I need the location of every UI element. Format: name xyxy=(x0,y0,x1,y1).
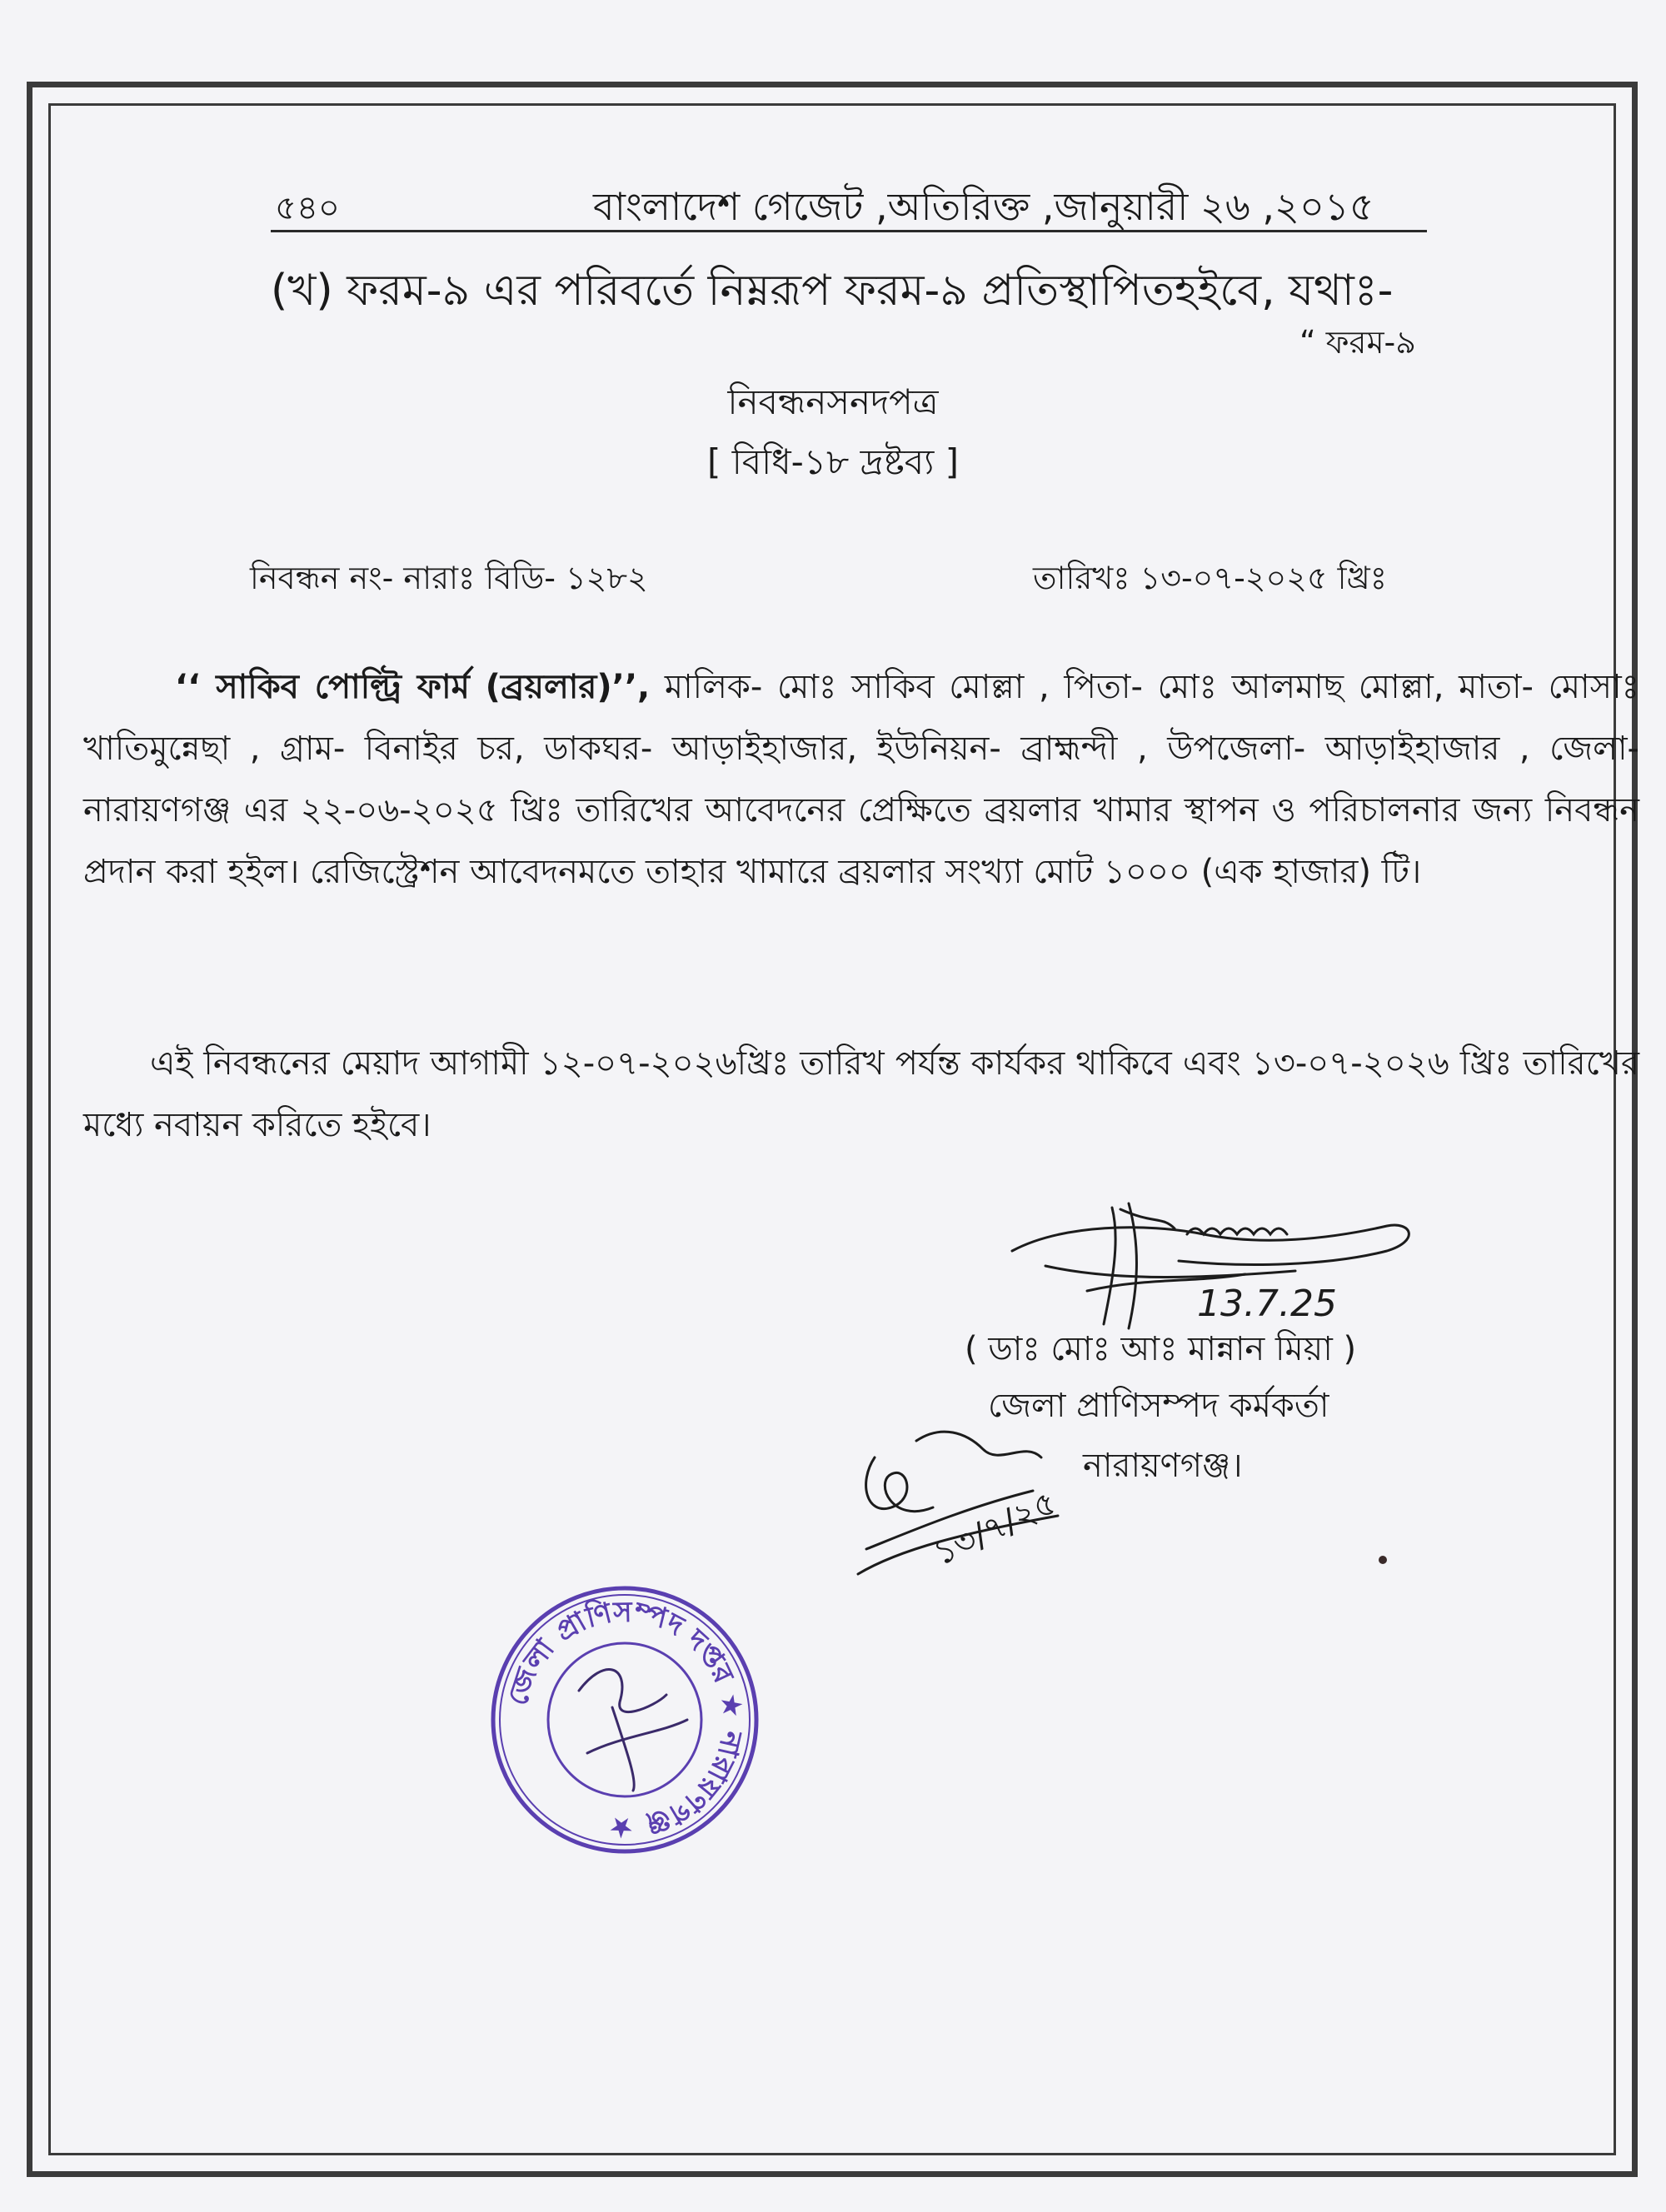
signer-title: জেলা প্রাণিসম্পদ কর্মকর্তা xyxy=(988,1387,1329,1425)
registration-number: নিবন্ধন নং- নারাঃ বিডি- ১২৮২ xyxy=(250,560,648,596)
certificate-title: নিবন্ধনসনদপত্র xyxy=(727,381,939,422)
ink-dot xyxy=(1379,1556,1387,1564)
paragraph-validity xyxy=(83,1033,1639,1156)
gazette-page-number: ৫৪০ xyxy=(275,189,340,227)
signer-place: নারায়ণগঞ্জ। xyxy=(1083,1447,1243,1485)
initials-date: ১৩/৭/২৫ xyxy=(927,1483,1063,1574)
officer-signature xyxy=(995,1191,1429,1333)
paragraph-validity-text: এই নিবন্ধনের মেয়াদ আগামী ১২-০৭-২০২৬খ্রিঃ তারিখ পর্যন্ত কার্যকর থাকিবে এবং ১৩-০৭-২০২৬ খ্রিঃ তারিখের মধ্যে নবায়ন করিতে হইবে। xyxy=(83,1044,1639,1144)
initials-signature xyxy=(841,1407,1116,1599)
paragraph-registration xyxy=(83,656,1639,903)
rule-reference: [ বিধি-১৮ দ্রষ্টব্য ] xyxy=(706,441,960,482)
gazette-header-title: বাংলাদেশ গেজেট ,অতিরিক্ত ,জানুয়ারী ২৬ ,২০১৫ xyxy=(593,184,1374,229)
header-underline xyxy=(271,230,1427,232)
seal-text: জেলা প্রাণিসম্পদ দপ্তর ★ নারায়ণগঞ্জ ★ xyxy=(501,1595,750,1845)
signer-name: ( ডাঃ মোঃ আঃ মান্নান মিয়া ) xyxy=(965,1330,1357,1368)
paragraph-registration-text: মালিক- মোঃ সাকিব মোল্লা , পিতা- মোঃ আলমাছ মোল্লা, মাতা- মোসাঃ খাতিমুন্নেছা , গ্রাম- বিনাইর চর, ডাকঘর- আড়াইহাজার, ইউনিয়ন- ব্রাহ্মন্দী , উপজেলা- আড়াইহাজার , জেলা- নারায়ণগঞ্জ এর ২২-০৬-২০২৫ খ্রিঃ তারিখের আবেদনের প্রেক্ষিতে ব্রয়লার খামার স্থাপন ও পরিচালনার জন্য নিবন্ধন প্রদান করা হইল। রেজিস্ট্রেশন আবেদনমতে তাহার খামারে ব্রয়লার সংখ্যা মোট ১০০০ (এক হাজার) টি। xyxy=(83,668,1639,891)
registration-date: তারিখঃ ১৩-০৭-২০২৫ খ্রিঃ xyxy=(1033,560,1388,596)
farm-name: ‘‘ সাকিব পোল্ট্রি ফার্ম (ব্রয়লার)’’, xyxy=(175,668,651,706)
form-label: “ ফরম-৯ xyxy=(1299,324,1416,361)
official-seal xyxy=(487,1582,762,1857)
substitution-line: (খ) ফরম-৯ এর পরিবর্তে নিম্নরূপ ফরম-৯ প্রতিস্থাপিতহইবে, যথাঃ- xyxy=(271,266,1394,316)
signature-date: 13.7.25 xyxy=(1197,1283,1337,1325)
seal-signature xyxy=(579,1670,687,1791)
